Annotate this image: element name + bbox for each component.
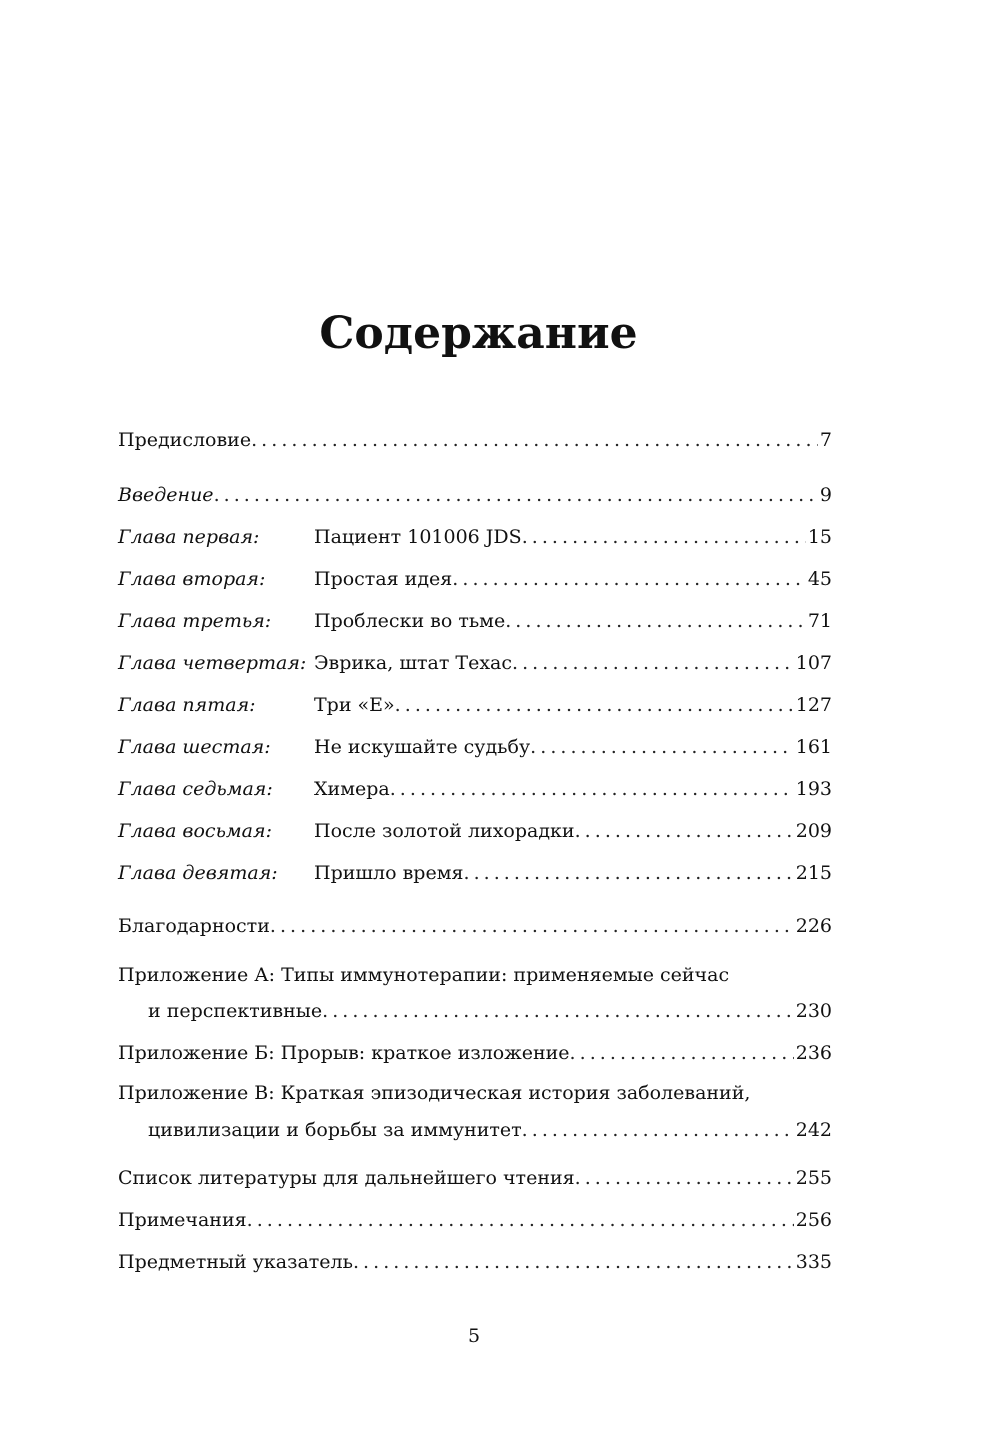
chapter-label: Глава шестая: (118, 736, 271, 758)
dot-leader (395, 691, 794, 719)
chapter-label: Глава девятая: (118, 862, 278, 884)
toc-entry-title: Предметный указатель (118, 1251, 353, 1273)
dot-leader (570, 1039, 794, 1067)
toc-entry-index[interactable] (118, 1248, 832, 1276)
toc-entry-further-reading[interactable] (118, 1164, 832, 1192)
toc-page-number: 107 (795, 652, 832, 674)
dot-leader (530, 733, 794, 761)
toc-page-number: 236 (795, 1042, 832, 1064)
toc-entry-title: Предисловие (118, 429, 252, 451)
dot-leader (247, 1206, 794, 1234)
toc-entry-title: цивилизации и борьбы за иммунитет (148, 1119, 522, 1141)
toc-entry-title: Список литературы для дальнейшего чтения (118, 1167, 575, 1189)
toc-page-number: 127 (795, 694, 832, 716)
toc-page-number: 193 (795, 778, 832, 800)
dot-leader (270, 912, 794, 940)
toc-page-number: 7 (819, 429, 832, 451)
toc-appendix-a[interactable] (148, 997, 832, 1025)
toc-chapter-9[interactable] (118, 859, 832, 887)
chapter-title: После золотой лихорадки (314, 820, 575, 842)
table-of-contents (118, 0, 832, 1447)
toc-page-number: 230 (795, 1000, 832, 1022)
dot-leader (463, 859, 793, 887)
chapter-title: Эврика, штат Техас (314, 652, 512, 674)
toc-appendix-a-line1[interactable]: Приложение А: Типы иммунотерапии: применяемые сейчас (118, 964, 730, 986)
chapter-title: Три «Е» (314, 694, 395, 716)
dot-leader (390, 775, 794, 803)
chapter-label: Глава пятая: (118, 694, 256, 716)
chapter-label: Глава первая: (118, 526, 260, 548)
toc-chapter-1[interactable] (118, 523, 832, 551)
toc-entry-title: Благодарности (118, 915, 270, 937)
toc-page-number: 71 (807, 610, 832, 632)
chapter-title: Пациент 101006 JDS (314, 526, 522, 548)
toc-page-number: 335 (795, 1251, 832, 1273)
toc-entry-notes[interactable] (118, 1206, 832, 1234)
toc-appendix-v[interactable] (148, 1116, 832, 1144)
dot-leader (575, 817, 794, 845)
toc-entry-title: Введение (118, 484, 214, 506)
toc-page-number: 215 (795, 862, 832, 884)
toc-page-number: 209 (795, 820, 832, 842)
toc-entry-title: и перспективные (148, 1000, 323, 1022)
dot-leader (575, 1164, 794, 1192)
toc-chapter-7[interactable] (118, 775, 832, 803)
chapter-title: Проблески во тьме (314, 610, 506, 632)
dot-leader (353, 1248, 794, 1276)
toc-entry-preface[interactable] (118, 426, 832, 454)
page-number-folio: 5 (467, 1325, 481, 1347)
dot-leader (322, 997, 794, 1025)
toc-page-number: 255 (795, 1167, 832, 1189)
chapter-title: Простая идея (314, 568, 453, 590)
toc-page-number: 161 (795, 736, 832, 758)
chapter-label: Глава четвертая: (118, 652, 307, 674)
chapter-title: Не искушайте судьбу (314, 736, 531, 758)
toc-appendix-b[interactable] (118, 1039, 832, 1067)
dot-leader (214, 481, 818, 509)
dot-leader (522, 1116, 794, 1144)
page-title: Содержание (319, 308, 638, 359)
dot-leader (512, 649, 794, 677)
toc-page-number: 256 (795, 1209, 832, 1231)
toc-entry-title: Приложение Б: Прорыв: краткое изложение (118, 1042, 570, 1064)
toc-page-number: 15 (807, 526, 832, 548)
toc-page-number: 9 (819, 484, 832, 506)
chapter-label: Глава третья: (118, 610, 272, 632)
toc-entry-acknowledgements[interactable] (118, 912, 832, 940)
chapter-label: Глава седьмая: (118, 778, 273, 800)
chapter-label: Глава вторая: (118, 568, 266, 590)
toc-chapter-2[interactable] (118, 565, 832, 593)
toc-page-number: 226 (795, 915, 832, 937)
toc-entry-title: Примечания (118, 1209, 247, 1231)
chapter-title: Пришло время (314, 862, 464, 884)
toc-chapter-6[interactable] (118, 733, 832, 761)
toc-chapter-4[interactable] (118, 649, 832, 677)
toc-entry-introduction[interactable] (118, 481, 832, 509)
toc-chapter-3[interactable] (118, 607, 832, 635)
dot-leader (505, 607, 806, 635)
toc-chapter-5[interactable] (118, 691, 832, 719)
toc-appendix-v-line1[interactable]: Приложение В: Краткая эпизодическая история заболеваний, (118, 1082, 751, 1104)
chapter-label: Глава восьмая: (118, 820, 272, 842)
dot-leader (251, 426, 818, 454)
toc-chapter-8[interactable] (118, 817, 832, 845)
toc-page-number: 242 (795, 1119, 832, 1141)
toc-page-number: 45 (807, 568, 832, 590)
chapter-title: Химера (314, 778, 390, 800)
dot-leader (452, 565, 806, 593)
dot-leader (522, 523, 806, 551)
